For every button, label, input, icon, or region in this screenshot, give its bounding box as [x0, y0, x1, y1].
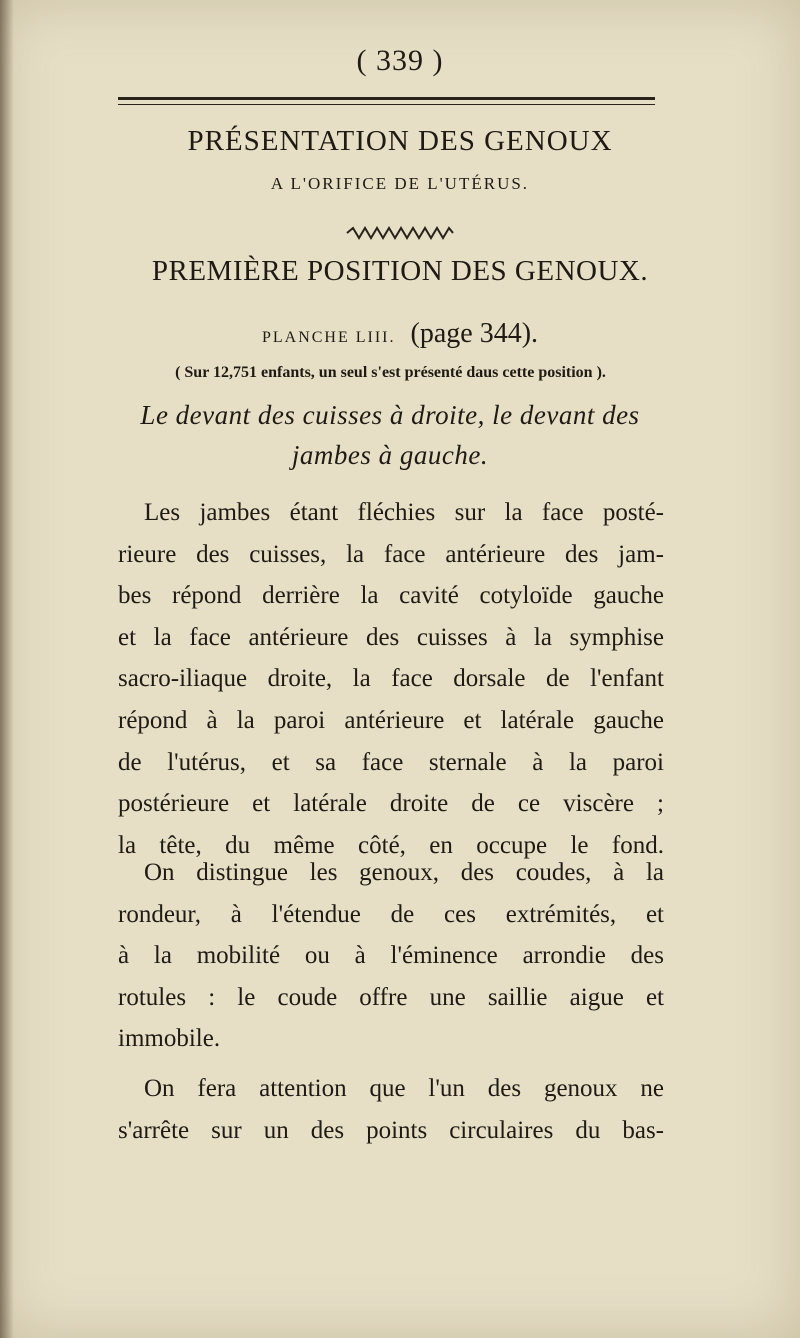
text-line: à la mobilité ou à l'éminence arrondie des [118, 942, 664, 970]
ornament-divider [345, 226, 455, 240]
text-line: postérieure et latérale droite de ce viscère ; [118, 790, 664, 818]
header-rule [118, 97, 655, 105]
plate-page: (page 344). [410, 318, 539, 349]
chapter-title: PRÉSENTATION DES GENOUX [187, 125, 613, 157]
text-line: sacro-iliaque droite, la face dorsale de l'enfant [118, 665, 664, 693]
text-line: On distingue les genoux, des coudes, à la [144, 859, 664, 886]
text-line: de l'utérus, et sa face sternale à la paroi [118, 748, 664, 776]
binding-shadow [0, 0, 14, 1338]
chapter-subtitle: A L'ORIFICE DE L'UTÉRUS. [270, 174, 530, 193]
text-line: rondeur, à l'étendue de ces extrémités, et [118, 900, 664, 928]
text-line: immobile. [118, 1025, 221, 1053]
plate-reference [0, 318, 800, 350]
italic-heading-line-1: Le devant des cuisses à droite, le devant des [140, 400, 640, 430]
paragraph-2 [118, 852, 664, 1060]
text-line: Les jambes étant fléchies sur la face posté- [144, 499, 664, 526]
page-number: ( 339 ) [356, 44, 444, 77]
section-title: PREMIÈRE POSITION DES GENOUX. [151, 255, 649, 287]
text-line: On fera attention que l'un des genoux ne [144, 1075, 664, 1102]
paragraph-3 [118, 1068, 664, 1151]
text-line: rotules : le coude offre une saillie aigue et [118, 983, 664, 1011]
statistic-note: ( Sur 12,751 enfants, un seul s'est présenté daus cette position ). [175, 364, 606, 381]
text-line: bes répond derrière la cavité cotyloïde gauche [118, 582, 664, 610]
text-line: répond à la paroi antérieure et latérale gauche [118, 706, 664, 734]
paragraph-1 [118, 492, 664, 866]
text-line: et la face antérieure des cuisses à la symphise [118, 623, 664, 651]
text-line: s'arrête sur un des points circulaires du bas- [118, 1116, 664, 1144]
plate-label: PLANCHE LIII. [261, 329, 396, 346]
text-line: la tête, du même côté, en occupe le fond. [118, 831, 664, 859]
text-line: rieure des cuisses, la face antérieure des jam- [118, 540, 664, 568]
italic-heading-line-2: jambes à gauche. [291, 440, 489, 470]
